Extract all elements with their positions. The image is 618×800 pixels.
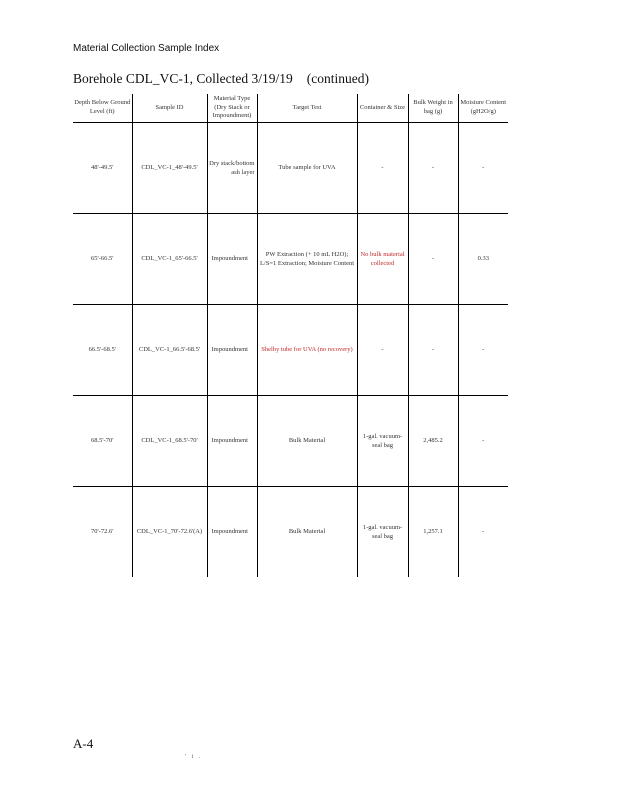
cell-sample-id: CDL_VC-1_68.5'-70' xyxy=(132,396,207,487)
table-row xyxy=(73,305,508,396)
cell-container: No bulk material collected xyxy=(357,214,408,305)
cell-material-type: Impoundment xyxy=(207,214,257,305)
footer-marks: ' i . xyxy=(185,754,203,760)
cell-material-type: Impoundment xyxy=(207,396,257,487)
cell-bulk-weight: - xyxy=(408,214,458,305)
cell-container: 1-gal. vacuum-seal bag xyxy=(357,487,408,578)
table-row xyxy=(73,214,508,305)
cell-bulk-weight: - xyxy=(408,305,458,396)
cell-moisture: - xyxy=(458,305,508,396)
header-depth: Depth Below Ground Level (ft) xyxy=(73,94,132,123)
cell-moisture: - xyxy=(458,123,508,214)
borehole-title: Borehole CDL_VC-1, Collected 3/19/19 xyxy=(73,71,293,86)
header-moisture: Moisture Content (gH2O/g) xyxy=(458,94,508,123)
cell-material-type: Dry stack/bottom ash layer xyxy=(207,123,257,214)
cell-bulk-weight: 1,257.1 xyxy=(408,487,458,578)
header-material-type: Material Type (Dry Stack or Impoundment) xyxy=(207,94,257,123)
cell-moisture: - xyxy=(458,487,508,578)
table-row xyxy=(73,487,508,578)
cell-container: - xyxy=(357,305,408,396)
cell-sample-id: CDL_VC-1_65'-66.5' xyxy=(132,214,207,305)
continued-label: (continued) xyxy=(306,71,369,86)
cell-target-test: PW Extraction (+ 10 mL H2O); L/S=1 Extraction; Moisture Content xyxy=(257,214,357,305)
header-sample-id: Sample ID xyxy=(132,94,207,123)
cell-depth: 70'-72.6' xyxy=(91,528,114,536)
cell-sample-id: CDL_VC-1_66.5'-68.5' xyxy=(132,305,207,396)
cell-target-test: Shelby tube for UVA (no recovery) xyxy=(257,305,357,396)
header-target-test: Target Test xyxy=(257,94,357,123)
table-row xyxy=(73,396,508,487)
cell-container: 1-gal. vacuum-seal bag xyxy=(357,396,408,487)
document-header: Material Collection Sample Index xyxy=(73,43,220,54)
table-row xyxy=(73,123,508,214)
cell-depth: 48'-49.5' xyxy=(73,123,132,214)
cell-depth: 66.5'-68.5' xyxy=(73,305,132,396)
header-container: Container & Size xyxy=(357,94,408,123)
page-number: A-4 xyxy=(73,736,94,751)
cell-depth: 68.5'-70' xyxy=(73,396,132,487)
cell-bulk-weight: 2,485.2 xyxy=(408,396,458,487)
table-header-row xyxy=(73,94,508,123)
cell-sample-id: CDL_VC-1_70'-72.6'(A) xyxy=(132,487,207,578)
cell-material-type: Impoundment xyxy=(207,305,257,396)
cell-sample-id: CDL_VC-1_48'-49.5' xyxy=(132,123,207,214)
header-bulk-weight: Bulk Weight in bag (g) xyxy=(408,94,458,123)
cell-target-test: Tube sample for UVA xyxy=(257,123,357,214)
cell-moisture: - xyxy=(458,396,508,487)
cell-depth: 65'-66.5' xyxy=(73,214,132,305)
page-title xyxy=(73,71,369,87)
cell-bulk-weight: - xyxy=(408,123,458,214)
cell-moisture: 0.33 xyxy=(458,214,508,305)
cell-target-test: Bulk Material xyxy=(257,487,357,578)
cell-target-test: Bulk Material xyxy=(257,396,357,487)
cell-container: - xyxy=(357,123,408,214)
cell-material-type: Impoundment xyxy=(207,487,257,578)
sample-index-table xyxy=(73,94,508,577)
